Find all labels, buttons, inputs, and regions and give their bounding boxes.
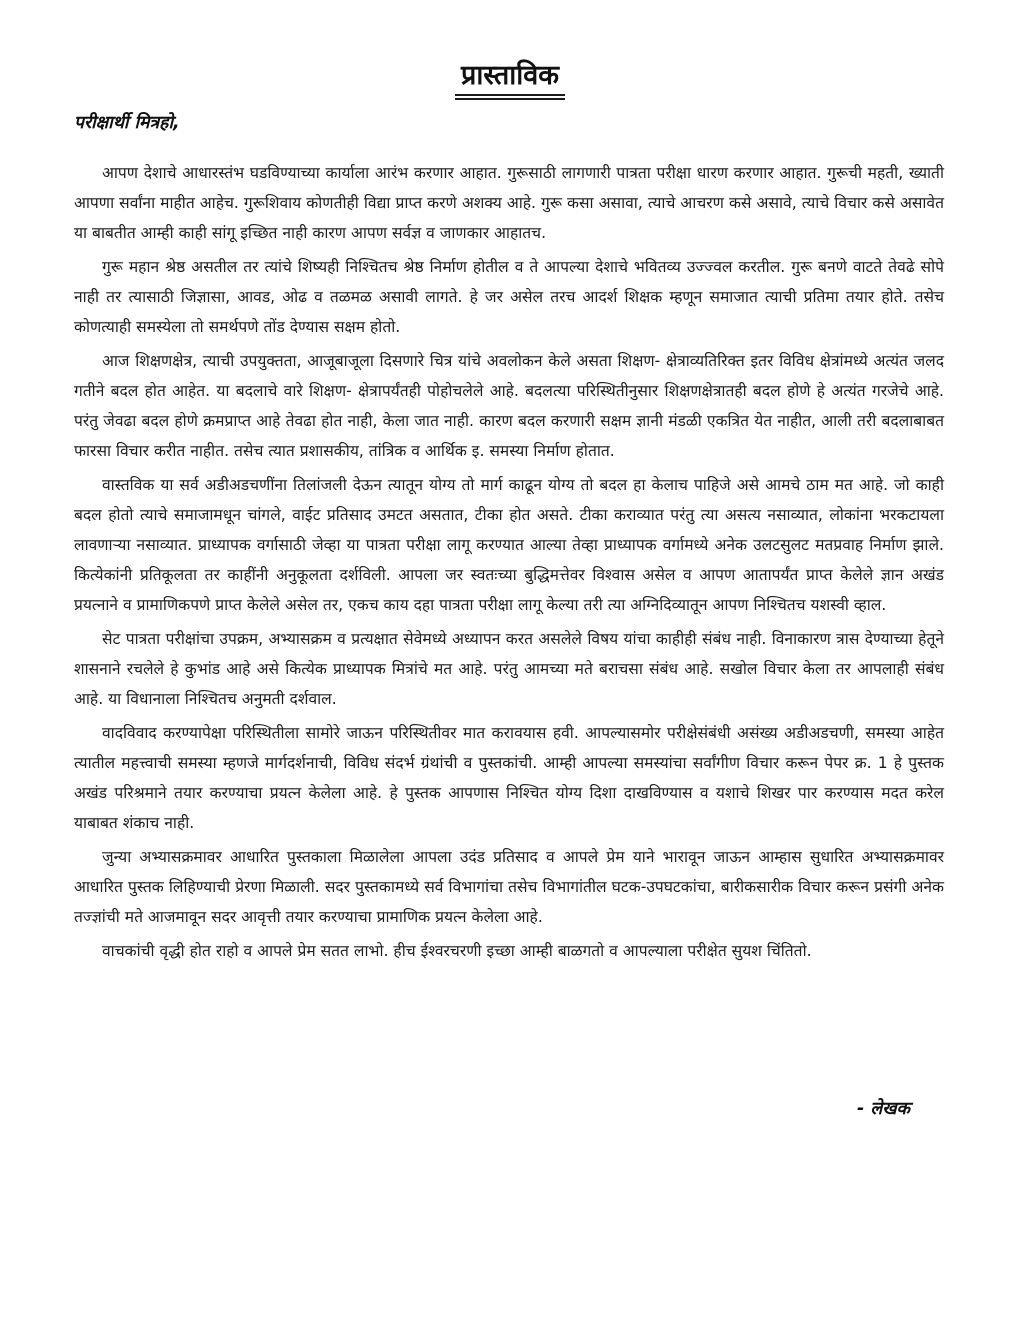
paragraph-8: वाचकांची वृद्धी होत राहो व आपले प्रेम सतत लाभो. हीच ईश्वरचरणी इच्छा आम्ही बाळगतो व आपल्याला परीक्षेत सुयश चिंतितो. [102,942,812,960]
paragraph-5: सेट पात्रता परीक्षांचा उपक्रम, अभ्यासक्रम व प्रत्यक्षात सेवेमध्ये अध्यापन करत असलेले विषय यांचा काहीही संबंध नाही. विनाकारण त्रास देण्याच्या हेतूने शासनाने रचलेले हे कुभांड आहे असे कित्येक प्राध्यापक मित्रांचे मत आहे. परंतु आमच्या मते बराचसा संबंध आहे. सखोल विचार केला तर आपलाही संबंध आहे. या विधानाला निश्चितच अनुमती दर्शवाल. [74,630,944,708]
paragraph-1: आपण देशाचे आधारस्तंभ घडविण्याच्या कार्याला आरंभ करणार आहात. गुरूसाठी लागणारी पात्रता परीक्षा धारण करणार आहात. गुरूची महती, ख्याती आपणा सर्वांना माहीत आहेच. गुरूशिवाय कोणतीही विद्या प्राप्त करणे अशक्य आहे. गुरू कसा असावा, त्याचे आचरण कसे असावे, त्याचे विचार कसे असावेत या बाबतीत आम्ही काही सांगू इच्छित नाही कारण आपण सर्वज्ञ व जाणकार आहातच. [74,164,944,242]
body-text [74,158,944,970]
title-block [0,58,1020,96]
paragraph-2: गुरू महान श्रेष्ठ असतील तर त्यांचे शिष्यही निश्चितच श्रेष्ठ निर्माण होतील व ते आपल्या देशाचे भवितव्य उज्ज्वल करतील. गुरू बनणे वाटते तेवढे सोपे नाही तर त्यासाठी जिज्ञासा, आवड, ओढ व तळमळ असावी लागते. हे जर असेल तरच आदर्श शिक्षक म्हणून समाजात त्याची प्रतिमा तयार होते. तसेच कोणत्याही समस्येला तो समर्थपणे तोंड देण्यास सक्षम होतो. [74,258,944,336]
paragraph-7: जुन्या अभ्यासक्रमावर आधारित पुस्तकाला मिळालेला आपला उदंड प्रतिसाद व आपले प्रेम याने भारावून जाऊन आम्हास सुधारित अभ्यासक्रमावर आधारित पुस्तक लिहिण्याची प्रेरणा मिळाली. सदर पुस्तकामध्ये सर्व विभागांचा तसेच विभागांतील घटक-उपघटकांचा, बारीकसारीक विचार करून प्रसंगी अनेक तज्ज्ञांची मते आजमावून सदर आवृत्ती तयार करण्याचा प्रामाणिक प्रयत्न केलेला आहे. [74,848,944,926]
paragraph-4: वास्तविक या सर्व अडीअडचणींना तिलांजली देऊन त्यातून योग्य तो मार्ग काढून योग्य तो बदल हा केलाच पाहिजे असे आमचे ठाम मत आहे. जो काही बदल होतो त्याचे समाजामधून चांगले, वाईट प्रतिसाद उमटत असतात, टीका होत असते. टीका कराव्यात परंतु त्या असत्य नसाव्यात, लोकांना भरकटायला लावणाऱ्या नसाव्यात. प्राध्यापक वर्गासाठी जेव्हा या पात्रता परीक्षा लागू करण्यात आल्या तेव्हा प्राध्यापक वर्गामध्ये अनेक उलटसुलट मतप्रवाह निर्माण झाले. कित्येकांनी प्रतिकूलता तर काहींनी अनुकूलता दर्शविली. आपला जर स्वतःच्या बुद्धिमत्तेवर विश्वास असेल व आपण आतापर्यंत प्राप्त केलेले ज्ञान अखंड प्रयत्नाने व प्रामाणिकपणे प्राप्त केलेले असेल तर, एकच काय दहा पात्रता परीक्षा लागू केल्या तरी त्या अग्निदिव्यातून आपण निश्चितच यशस्वी व्हाल. [74,476,944,614]
page-title: प्रास्ताविक [455,58,565,96]
salutation: परीक्षार्थी मित्रहो, [74,113,180,133]
paragraph-3: आज शिक्षणक्षेत्र, त्याची उपयुक्तता, आजूबाजूला दिसणारे चित्र यांचे अवलोकन केले असता शिक्षण- क्षेत्राव्यतिरिक्त इतर विविध क्षेत्रांमध्ये अत्यंत जलद गतीने बदल होत आहेत. या बदलाचे वारे शिक्षण- क्षेत्रापर्यंतही पोहोचलेले आहे. बदलत्या परिस्थितीनुसार शिक्षणक्षेत्रातही बदल होणे हे अत्यंत गरजेचे आहे. परंतु जेवढा बदल होणे क्रमप्राप्त आहे तेवढा होत नाही, केला जात नाही. कारण बदल करणारी सक्षम ज्ञानी मंडळी एकत्रित येत नाहीत, आली तरी बदलाबाबत फारसा विचार करीत नाहीत. तसेच त्यात प्रशासकीय, तांत्रिक व आर्थिक इ. समस्या निर्माण होतात. [74,352,944,460]
author-signature: - लेखक [857,1099,910,1119]
paragraph-6: वादविवाद करण्यापेक्षा परिस्थितीला सामोरे जाऊन परिस्थितीवर मात करावयास हवी. आपल्यासमोर परीक्षेसंबंधी असंख्य अडीअडचणी, समस्या आहेत त्यातील महत्त्वाची समस्या म्हणजे मार्गदर्शनाची, विविध संदर्भ ग्रंथांची व पुस्तकांची. आम्ही आपल्या समस्यांचा सर्वांगीण विचार करून पेपर क्र. 1 हे पुस्तक अखंड परिश्रमाने तयार करण्याचा प्रयत्न केलेला आहे. हे पुस्तक आपणास निश्चित योग्य दिशा दाखविण्यास व यशाचे शिखर पार करण्यास मदत करेल याबाबत शंकाच नाही. [74,724,944,832]
